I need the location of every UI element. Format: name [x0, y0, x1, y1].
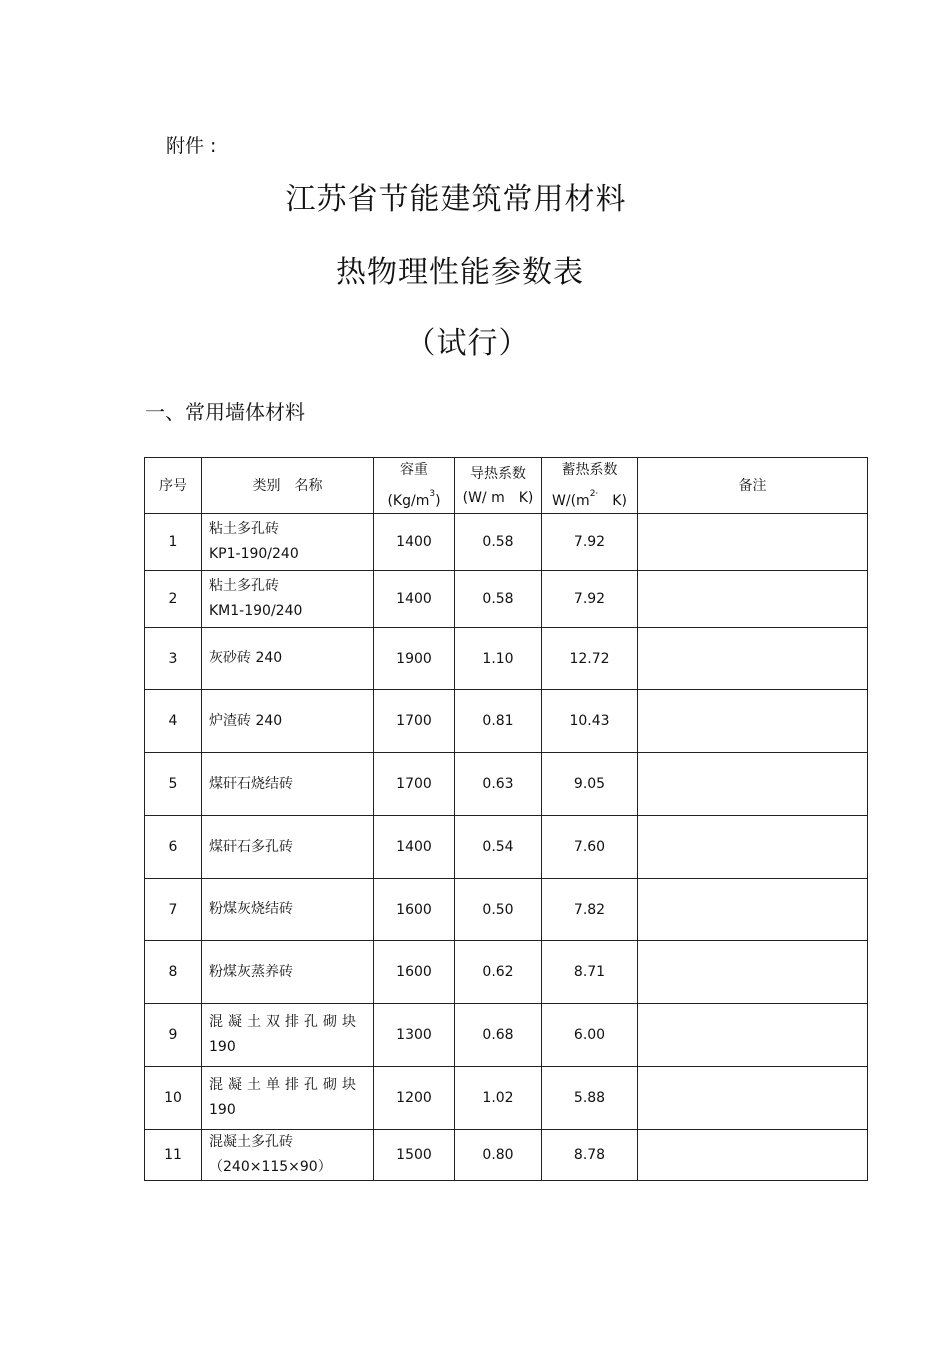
- cell-remarks: [638, 816, 868, 879]
- cell-index: 1: [145, 514, 202, 571]
- header-density-unit: [374, 482, 454, 513]
- cell-name-line1: 粉煤灰蒸养砖: [209, 963, 293, 980]
- cell-remarks: [638, 1067, 868, 1130]
- cell-remarks: [638, 628, 868, 690]
- cell-density: 1300: [374, 1004, 455, 1067]
- cell-name-line1: 混凝土多孔砖: [209, 1134, 293, 1150]
- cell-name: [202, 628, 374, 690]
- header-conductivity-unit: (W/ m K): [462, 489, 534, 506]
- title-line-2: 热物理性能参数表: [336, 255, 584, 290]
- cell-index: 9: [145, 1004, 202, 1067]
- cell-storage: 9.05: [542, 753, 638, 816]
- density-unit-post: ): [435, 493, 441, 509]
- cell-name-line2: KM1-190/240: [209, 603, 303, 619]
- cell-storage: 7.60: [542, 816, 638, 879]
- header-conductivity-label: 导热系数: [470, 465, 526, 482]
- table-row: [145, 1004, 868, 1067]
- cell-density: 1700: [374, 753, 455, 816]
- cell-index: 5: [145, 753, 202, 816]
- cell-remarks: [638, 753, 868, 816]
- cell-index: 7: [145, 879, 202, 941]
- cell-conductivity: 1.02: [455, 1067, 542, 1130]
- table-row: [145, 628, 868, 690]
- cell-name-line1: 煤矸石多孔砖: [209, 838, 293, 855]
- cell-name-line2: 190: [209, 1102, 236, 1118]
- header-conductivity: [455, 458, 542, 514]
- cell-name: [202, 753, 374, 816]
- cell-density: 1400: [374, 571, 455, 628]
- cell-storage: 7.82: [542, 879, 638, 941]
- density-unit-pre: (Kg/m: [387, 493, 430, 509]
- cell-storage: 8.71: [542, 941, 638, 1004]
- cell-name: [202, 690, 374, 753]
- cell-storage: 12.72: [542, 628, 638, 690]
- materials-table: [144, 457, 868, 1181]
- table-row: [145, 514, 868, 571]
- table-row: [145, 941, 868, 1004]
- cell-density: 1400: [374, 816, 455, 879]
- cell-remarks: [638, 571, 868, 628]
- cell-index: 10: [145, 1067, 202, 1130]
- cell-conductivity: 0.80: [455, 1130, 542, 1181]
- table-row: [145, 1130, 868, 1181]
- cell-conductivity: 0.58: [455, 571, 542, 628]
- cell-name-line1: 粉煤灰烧结砖: [209, 901, 293, 917]
- cell-density: 1700: [374, 690, 455, 753]
- table-header-row: [145, 458, 868, 514]
- attachment-label: 附件 :: [166, 135, 217, 157]
- table-row: [145, 753, 868, 816]
- cell-remarks: [638, 690, 868, 753]
- cell-name: [202, 514, 374, 571]
- cell-remarks: [638, 879, 868, 941]
- cell-name-line2: 190: [209, 1039, 236, 1055]
- cell-index: 6: [145, 816, 202, 879]
- cell-density: 1900: [374, 628, 455, 690]
- cell-name: [202, 1130, 374, 1181]
- table-row: [145, 879, 868, 941]
- cell-conductivity: 0.58: [455, 514, 542, 571]
- cell-name: [202, 879, 374, 941]
- cell-conductivity: 0.63: [455, 753, 542, 816]
- table-row: [145, 690, 868, 753]
- cell-storage: 8.78: [542, 1130, 638, 1181]
- storage-unit-pre: W/(m: [552, 493, 590, 509]
- density-unit-sup: 3: [429, 489, 436, 499]
- cell-name-line1: 煤矸石烧结砖: [209, 775, 293, 792]
- cell-storage: 7.92: [542, 514, 638, 571]
- cell-index: 3: [145, 628, 202, 690]
- section-heading: 一、常用墙体材料: [145, 400, 305, 424]
- cell-conductivity: 0.81: [455, 690, 542, 753]
- cell-density: 1600: [374, 941, 455, 1004]
- header-storage-unit: [542, 482, 637, 513]
- header-density-label: 容重: [400, 462, 428, 478]
- cell-name: [202, 1067, 374, 1130]
- cell-conductivity: 0.62: [455, 941, 542, 1004]
- cell-storage: 5.88: [542, 1067, 638, 1130]
- cell-name: [202, 571, 374, 628]
- cell-remarks: [638, 514, 868, 571]
- cell-name-line1: 混凝土双排孔砌块: [209, 1014, 361, 1030]
- cell-storage: 7.92: [542, 571, 638, 628]
- cell-name-line1: 粘土多孔砖: [209, 521, 279, 537]
- title-line-1: 江苏省节能建筑常用材料: [285, 182, 627, 217]
- cell-remarks: [638, 941, 868, 1004]
- table-row: [145, 816, 868, 879]
- cell-index: 11: [145, 1130, 202, 1181]
- cell-conductivity: 0.54: [455, 816, 542, 879]
- cell-storage: 10.43: [542, 690, 638, 753]
- cell-density: 1400: [374, 514, 455, 571]
- table-row: [145, 571, 868, 628]
- cell-remarks: [638, 1004, 868, 1067]
- cell-density: 1500: [374, 1130, 455, 1181]
- cell-storage: 6.00: [542, 1004, 638, 1067]
- cell-name-line1: 混凝土单排孔砌块: [209, 1077, 361, 1093]
- cell-remarks: [638, 1130, 868, 1181]
- header-storage-label: 蓄热系数: [561, 462, 618, 478]
- cell-index: 2: [145, 571, 202, 628]
- cell-name-line2: （240×115×90）: [209, 1159, 332, 1175]
- header-density: [374, 458, 455, 514]
- cell-density: 1600: [374, 879, 455, 941]
- cell-name-line1: 粘土多孔砖: [209, 578, 279, 594]
- storage-unit-sup: 2·: [589, 489, 599, 499]
- cell-name-line1: 炉渣砖 240: [209, 712, 283, 729]
- storage-unit-post: K): [598, 493, 627, 509]
- cell-conductivity: 0.50: [455, 879, 542, 941]
- cell-name-line1: 灰砂砖 240: [209, 650, 283, 666]
- cell-index: 8: [145, 941, 202, 1004]
- cell-name-line2: KP1-190/240: [209, 546, 299, 562]
- cell-density: 1200: [374, 1067, 455, 1130]
- header-storage: [542, 458, 638, 514]
- table-row: [145, 1067, 868, 1130]
- title-line-3: （试行）: [405, 326, 530, 361]
- header-index: 序号: [145, 458, 202, 514]
- cell-conductivity: 1.10: [455, 628, 542, 690]
- cell-name: [202, 1004, 374, 1067]
- header-name: 类别 名称: [202, 458, 374, 514]
- header-remarks: 备注: [638, 458, 868, 514]
- cell-index: 4: [145, 690, 202, 753]
- cell-conductivity: 0.68: [455, 1004, 542, 1067]
- cell-name: [202, 816, 374, 879]
- cell-name: [202, 941, 374, 1004]
